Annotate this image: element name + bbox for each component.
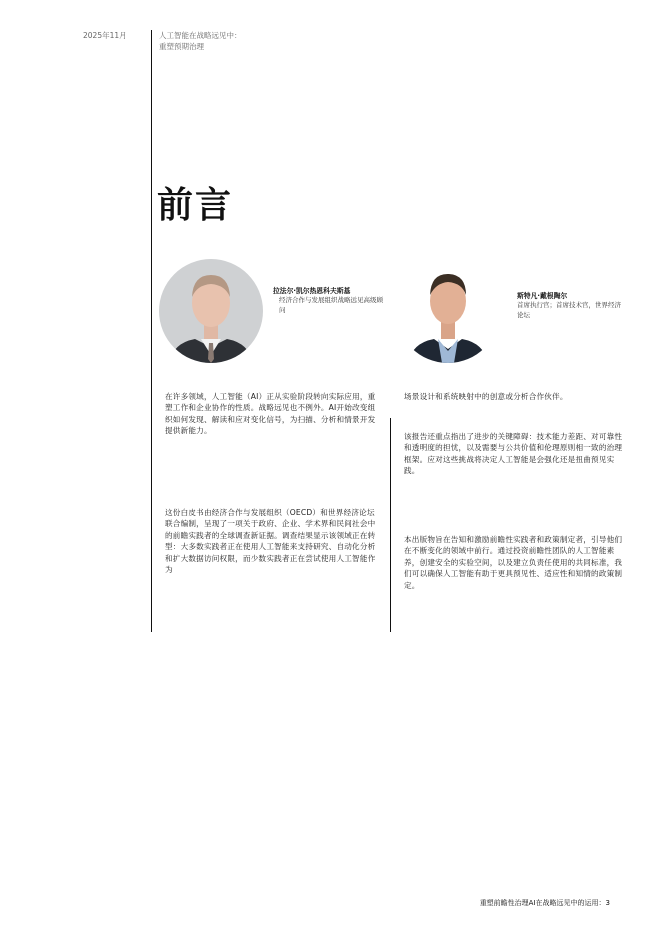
- author-name-1: 拉法尔·凯尔热恩科夫斯基: [273, 287, 351, 295]
- running-title: [159, 30, 299, 52]
- portrait-image: [396, 259, 500, 363]
- right-column-rule: [390, 418, 391, 632]
- body-paragraph: 在许多领域，人工智能（AI）正从实验阶段转向实际应用，重塑工作和企业协作的性质。战略远见也不例外。AI开始改变组织如何发现、解读和应对变化信号，为扫描、分析和情景开发提供新能力。: [165, 392, 376, 436]
- body-paragraph: 本出版物旨在告知和激励前瞻性实践者和政策制定者，引导他们在不断变化的领域中前行。通过投资前瞻性团队的人工智能素养，创建安全的实验空间，以及建立负责任使用的共同标准，我们可以确保人工智能有助于更具预见性、适应性和知情的政策制定。: [404, 535, 623, 590]
- portrait-image: [159, 259, 263, 363]
- page-footer: 重塑前瞻性治理AI在战略远见中的运用：3: [479, 899, 610, 907]
- running-title-line1: 人工智能在战略远见中：: [159, 31, 242, 40]
- publication-date: 2025年11月: [83, 31, 127, 40]
- running-title-line2: 重塑预期治理: [159, 42, 204, 51]
- author-role-2: 首席执行官；首席技术官，世界经济论坛: [517, 301, 621, 319]
- body-paragraph: 这份白皮书由经济合作与发展组织（OECD）和世界经济论坛联合编制，呈现了一项关于政府、企业、学术界和民间社会中的前瞻实践者的全球调查新证据。调查结果显示该领域正在转型：大多数实践者正在使用人工智能来支持研究、自动化分析和扩大数据访问权限，而少数实践者正在尝试使用人工智能作为: [165, 508, 376, 575]
- author-photo-1: [159, 259, 263, 363]
- left-column-rule: [151, 30, 152, 632]
- body-paragraph: 该报告还重点指出了进步的关键障碍：技术能力差距、对可靠性和透明度的担忧，以及需要与公共价值和伦理原则相一致的治理框架。应对这些挑战将决定人工智能是会强化还是扭曲预见实践。: [404, 432, 623, 476]
- author-photo-2: [396, 259, 500, 363]
- author-name-2: 斯特凡·戴根陶尔: [517, 292, 568, 300]
- page-title: 前言: [157, 185, 234, 226]
- author-role-1: 经济合作与发展组织战略远见高级顾问: [279, 296, 383, 314]
- body-paragraph: 场景设计和系统映射中的创意或分析合作伙伴。: [404, 392, 568, 401]
